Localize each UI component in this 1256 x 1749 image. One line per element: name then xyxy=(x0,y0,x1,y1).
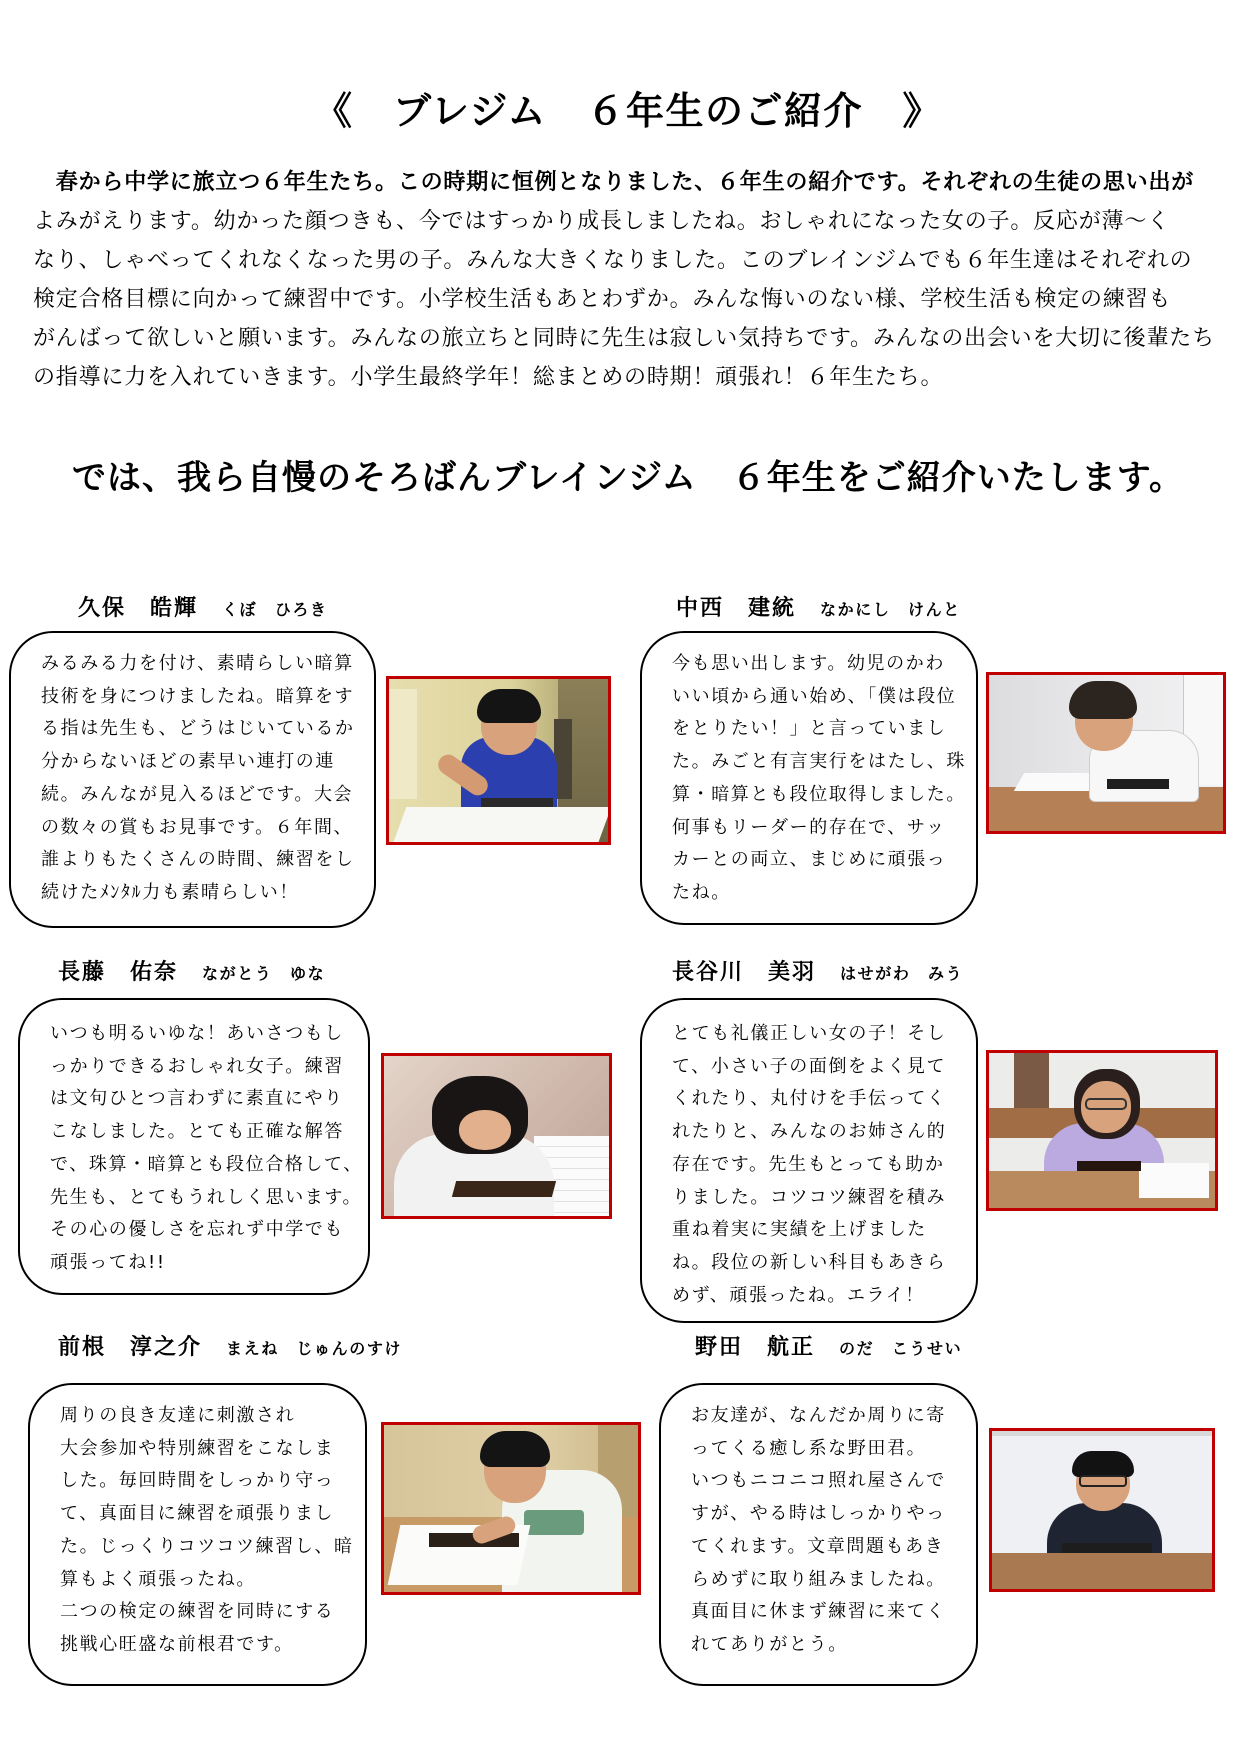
message-line: 分からないほどの素早い連打の連 xyxy=(41,751,335,773)
photo-abacus xyxy=(1077,1161,1141,1171)
student-name-reading: くぼ ひろき xyxy=(222,600,328,619)
message-line: 何事もリーダー的存在で、サッ xyxy=(672,816,946,838)
photo-worksheet xyxy=(1139,1163,1209,1198)
student-name: 久保 皓輝 xyxy=(78,596,199,621)
student-photo xyxy=(989,1428,1215,1592)
message-line: いつも明るいゆな！あいさつもし xyxy=(50,1023,344,1044)
message-bubble xyxy=(9,631,376,928)
student-name-row xyxy=(58,959,325,987)
student-name: 長谷川 美羽 xyxy=(672,960,817,985)
message-bubble xyxy=(640,998,978,1323)
student-name: 前根 淳之介 xyxy=(58,1335,203,1360)
message-line: 続。みんなが見入るほどです。大会 xyxy=(41,783,354,805)
message-line: りました。コツコツ練習を積み xyxy=(672,1186,947,1208)
message-line: 技術を身につけましたね。暗算をす xyxy=(41,685,355,707)
student-figure-hair xyxy=(480,1431,550,1467)
intro-line: 検定合格目標に向かって練習中です。小学校生活もあとわずか。みんな悔いのない様、学校生活も検定の練習も xyxy=(33,286,1172,312)
message-line: の数々の賞もお見事です。６年間、 xyxy=(41,816,354,838)
message-line: らめずに取り組みましたね。 xyxy=(691,1568,946,1590)
message-bubble xyxy=(18,998,370,1295)
message-line: て、真面目に練習を頑張りまし xyxy=(60,1503,335,1525)
photo-door xyxy=(1014,1053,1049,1108)
message-line: た。じっくりコツコツ練習し、暗 xyxy=(60,1535,354,1557)
student-figure-hair xyxy=(1069,681,1137,719)
intro-line: なり、しゃべってくれなくなった男の子。みんな大きくなりました。このブレインジムでも６年生達はそれぞれの xyxy=(33,247,1193,273)
photo-whiteboard-edge xyxy=(992,1431,1212,1436)
student-name-reading: なかにし けんと xyxy=(820,600,961,619)
message-line: 存在です。先生もとっても助か xyxy=(672,1153,945,1175)
student-figure-glasses xyxy=(1079,1475,1127,1487)
message-line: 真面目に休まず練習に来てく xyxy=(691,1601,946,1623)
photo-desk xyxy=(992,1553,1212,1589)
message-line: る指は先生も、どうはじいているか xyxy=(41,718,355,740)
intro-paragraph xyxy=(33,164,1215,397)
student-figure-hair xyxy=(477,689,541,723)
message-line: した。毎回時間をしっかり守っ xyxy=(60,1470,335,1492)
message-line: みるみる力を付け、素晴らしい暗算 xyxy=(41,653,354,674)
message-line: 挑戦心旺盛な前根君です。 xyxy=(60,1633,294,1655)
student-figure-glasses xyxy=(1085,1098,1127,1110)
photo-abacus xyxy=(1107,779,1169,789)
message-line: 先生も、とてもうれしく思います。 xyxy=(50,1186,363,1208)
photo-abacus xyxy=(452,1181,556,1197)
message-line: こなしました。とても正確な解答 xyxy=(50,1121,344,1143)
message-line: 頑張ってね!! xyxy=(50,1251,166,1273)
message-line: れてありがとう。 xyxy=(691,1633,848,1655)
message-line: とても礼儀正しい女の子！そし xyxy=(672,1023,947,1044)
student-photo xyxy=(986,1050,1218,1211)
message-bubble xyxy=(28,1383,367,1686)
message-line: ってくる癒し系な野田君。 xyxy=(691,1437,927,1459)
student-name-row xyxy=(695,1334,962,1362)
message-line: 重ね着実に実績を上げました xyxy=(672,1219,927,1241)
photo-whiteboard xyxy=(389,689,417,799)
message-line: カーとの両立、まじめに頑張っ xyxy=(672,849,947,871)
photo-abacus xyxy=(1062,1543,1152,1553)
message-bubble xyxy=(659,1383,978,1686)
message-line: 算・暗算とも段位取得しました。 xyxy=(672,783,966,805)
message-line: 二つの検定の練習を同時にする xyxy=(60,1601,335,1623)
message-line: ね。段位の新しい科目もあきら xyxy=(672,1251,947,1273)
student-name-reading: まえね じゅんのすけ xyxy=(226,1339,403,1358)
student-photo xyxy=(381,1422,641,1595)
student-photo xyxy=(986,672,1226,834)
student-name: 長藤 佑奈 xyxy=(58,960,179,985)
message-line: っかりできるおしゃれ女子。練習 xyxy=(50,1055,344,1077)
message-line: 誰よりもたくさんの時間、練習をし xyxy=(41,849,355,871)
student-name: 中西 建統 xyxy=(676,596,797,621)
intro-line: の指導に力を入れていきます。小学生最終学年！総まとめの時期！頑張れ！６年生たち。 xyxy=(33,364,944,390)
message-line: て、小さい子の面倒をよく見て xyxy=(672,1055,947,1077)
message-line: 今も思い出します。幼児のかわ xyxy=(672,653,945,674)
student-photo xyxy=(386,676,611,845)
student-photo xyxy=(381,1053,612,1219)
intro-line: がんばって欲しいと願います。みんなの旅立ちと同時に先生は寂しい気持ちです。みんなの出会いを大切に後輩たち xyxy=(33,325,1215,351)
page-title: 《 ブレジム ６年生のご紹介 》 xyxy=(313,89,942,133)
message-line: 算もよく頑張ったね。 xyxy=(60,1568,256,1590)
photo-pencil-case xyxy=(481,798,553,807)
student-name-row xyxy=(672,959,963,987)
student-name: 野田 航正 xyxy=(695,1335,816,1360)
message-line: すが、やる時はしっかりやっ xyxy=(691,1503,946,1525)
student-figure-head xyxy=(459,1110,511,1150)
message-line: その心の優しさを忘れず中学でも xyxy=(50,1219,344,1241)
message-line: た。みごと有言実行をはたし、珠 xyxy=(672,751,966,773)
message-line: 続けたﾒﾝﾀﾙ力も素晴らしい！ xyxy=(41,881,299,903)
message-line: は文句ひとつ言わずに素直にやり xyxy=(50,1088,344,1110)
student-name-row xyxy=(676,595,961,623)
message-line: めず、頑張ったね。エライ！ xyxy=(672,1284,925,1306)
message-line: いい頃から通い始め、「僕は段位 xyxy=(672,685,957,707)
message-line: で、珠算・暗算とも段位合格して、 xyxy=(50,1153,363,1175)
section-heading: では、我ら自慢のそろばんブレインジム ６年生をご紹介いたします。 xyxy=(71,458,1184,498)
intro-line: よみがえります。幼かった顔つきも、今ではすっかり成長しましたね。おしゃれになった女の子。反応が薄～く xyxy=(33,208,1170,234)
student-name-reading: はせがわ みう xyxy=(840,964,964,983)
message-line: たね。 xyxy=(672,881,731,903)
student-name-row xyxy=(58,1334,402,1362)
message-bubble xyxy=(640,631,978,925)
student-name-reading: ながとう ゆな xyxy=(202,964,326,983)
message-line: をとりたい！」と言っていまし xyxy=(672,718,947,740)
student-name-row xyxy=(78,595,328,623)
message-line: お友達が、なんだか周りに寄 xyxy=(691,1405,946,1426)
message-line: くれたり、丸付けを手伝ってく xyxy=(672,1088,947,1110)
message-line: てくれます。文章問題もあき xyxy=(691,1535,945,1557)
student-name-reading: のだ こうせい xyxy=(839,1339,963,1358)
intro-line: 春から中学に旅立つ６年生たち。この時期に恒例となりました、６年生の紹介です。それぞれの生徒の思い出が xyxy=(33,170,1195,195)
photo-worksheet xyxy=(392,807,611,845)
student-figure-shirt-print xyxy=(524,1510,584,1535)
message-line: 周りの良き友達に刺激され xyxy=(60,1405,296,1426)
message-line: いつもニコニコ照れ屋さんで xyxy=(691,1470,946,1492)
message-line: 大会参加や特別練習をこなしま xyxy=(60,1437,335,1459)
message-line: れたりと、みんなのお姉さん的 xyxy=(672,1121,947,1143)
student-figure-hair xyxy=(1072,1451,1134,1477)
